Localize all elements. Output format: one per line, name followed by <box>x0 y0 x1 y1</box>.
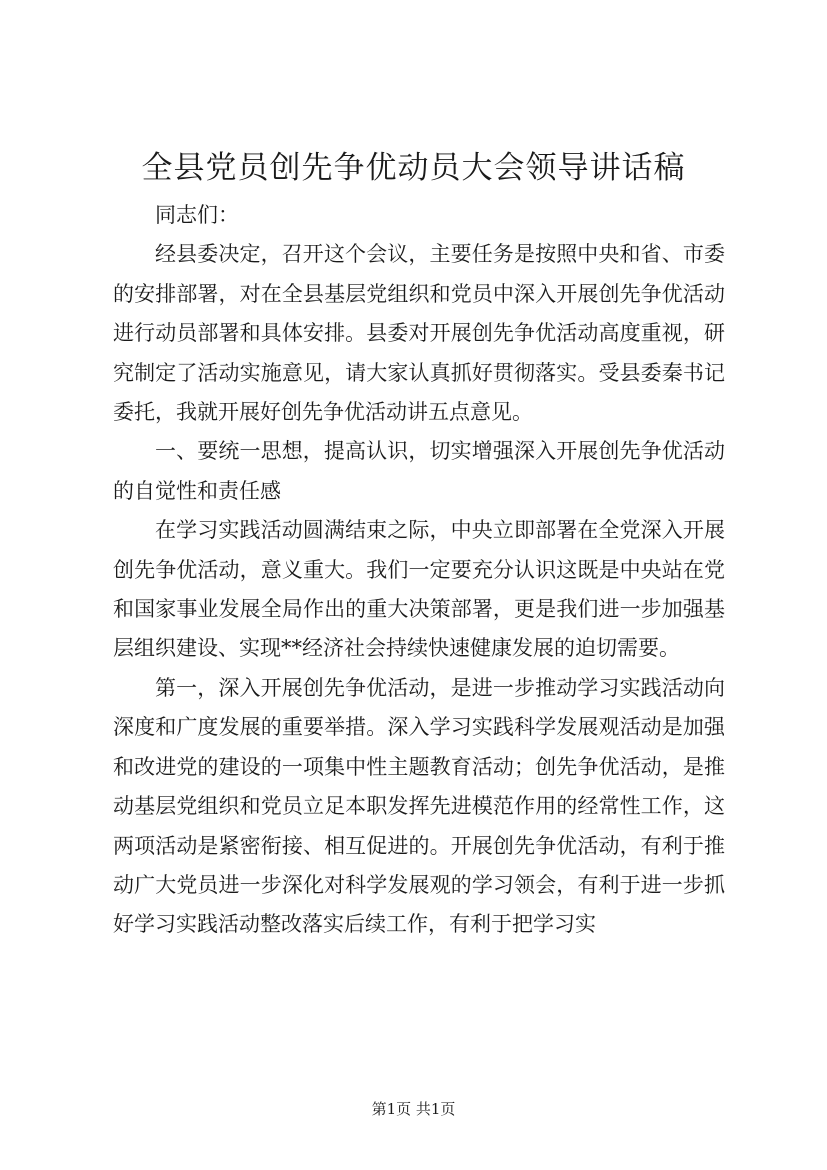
document-title: 全县党员创先争优动员大会领导讲话稿 <box>141 150 686 186</box>
body-paragraph: 在学习实践活动圆满结束之际，中央立即部署在全党深入开展创先争优活动，意义重大。我们一定要充分认识这既是中央站在党和国家事业发展全局作出的重大决策部署，更是我们进一步加强基层组织建设、实现**经济社会持续快速健康发展的迫切需要。 <box>113 518 725 661</box>
intro-paragraph: 经县委决定，召开这个会议，主要任务是按照中央和省、市委的安排部署，对在全县基层党组织和党员中深入开展创先争优活动进行动员部署和具体安排。县委对开展创先争优活动高度重视，研究制定了活动实施意见，请大家认真抓好贯彻落实。受县委秦书记委托，我就开展好创先争优活动讲五点意见。 <box>113 242 725 425</box>
greeting-paragraph: 同志们： <box>155 203 239 227</box>
body-paragraph: 第一，深入开展创先争优活动，是进一步推动学习实践活动向深度和广度发展的重要举措。深入学习实践科学发展观活动是加强和改进党的建设的一项集中性主题教育活动；创先争优活动，是推动基层党组织和党员立足本职发挥先进模范作用的经常性工作，这两项活动是紧密衔接、相互促进的。开展创先争优活动，有利于推动广大党员进一步深化对科学发展观的学习领会，有利于进一步抓好学习实践活动整改落实后续工作，有利于把学习实 <box>113 675 725 937</box>
page-number-footer: 第1页 共1页 <box>371 1100 456 1118</box>
section-heading-1: 一、要统一思想，提高认识，切实增强深入开展创先争优活动的自觉性和责任感 <box>113 439 725 503</box>
document-body <box>113 196 725 945</box>
